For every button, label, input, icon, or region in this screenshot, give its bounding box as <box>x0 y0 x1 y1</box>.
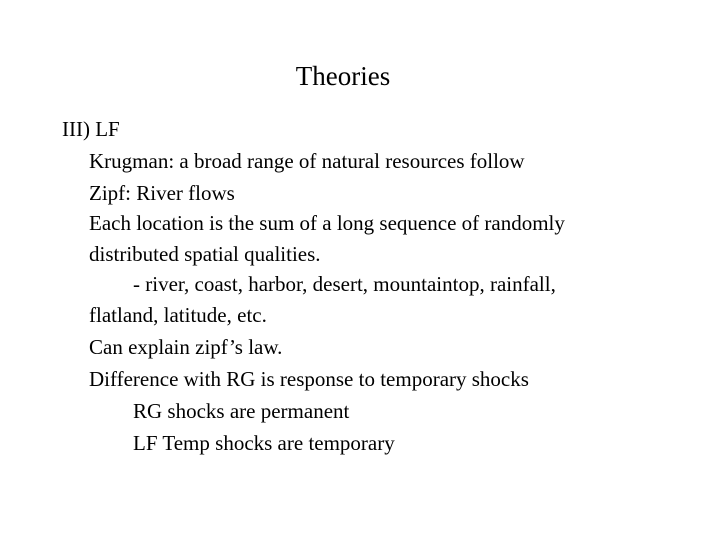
bullet-zipf: Zipf: River flows <box>89 181 235 205</box>
sub-bullet-examples-cont: flatland, latitude, etc. <box>89 303 267 327</box>
bullet-each-location: Each location is the sum of a long sequence of randomly <box>89 211 565 235</box>
bullet-difference: Difference with RG is response to temporary shocks <box>89 367 529 391</box>
bullet-zipf-law: Can explain zipf’s law. <box>89 335 283 359</box>
sub-bullet-lf: LF Temp shocks are temporary <box>133 431 395 455</box>
heading-line: III) LF <box>62 117 120 141</box>
slide-title: Theories <box>295 61 391 91</box>
bullet-each-location-cont: distributed spatial qualities. <box>89 242 321 266</box>
bullet-krugman: Krugman: a broad range of natural resources follow <box>89 149 525 173</box>
slide-body <box>62 113 702 459</box>
sub-bullet-examples: - river, coast, harbor, desert, mountaintop, rainfall, <box>133 272 556 296</box>
sub-bullet-rg: RG shocks are permanent <box>133 399 350 423</box>
